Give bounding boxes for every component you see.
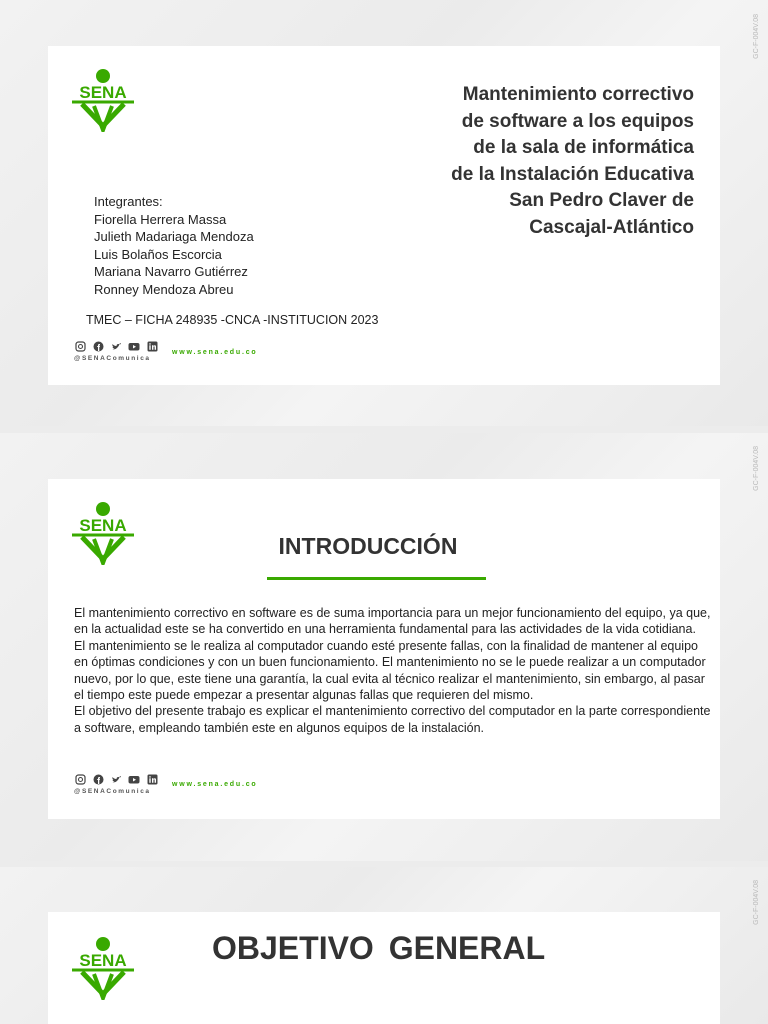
website-link[interactable]: www.sena.edu.co bbox=[172, 781, 258, 788]
social-handle: @SENAComunica bbox=[74, 788, 151, 795]
intro-body bbox=[74, 605, 714, 736]
heading-underline bbox=[267, 577, 486, 580]
ficha-line: TMEC – FICHA 248935 -CNCA -INSTITUCION 2023 bbox=[86, 313, 379, 327]
twitter-icon bbox=[110, 773, 122, 785]
member-name: Luis Bolaños Escorcia bbox=[94, 246, 222, 262]
twitter-icon bbox=[110, 340, 122, 352]
members-list bbox=[94, 193, 254, 299]
instagram-icon bbox=[74, 340, 86, 352]
instagram-icon bbox=[74, 773, 86, 785]
slide-2 bbox=[48, 479, 720, 819]
intro-paragraph: El mantenimiento correctivo en software es de suma importancia para un mejor funcionamiento del equipo, ya que, en la actualidad este se ha convertido en una herramienta fundamental para las actividades de la vida cotidiana. bbox=[74, 606, 711, 637]
section-heading: OBJETIVO GENERAL bbox=[212, 930, 546, 966]
youtube-icon bbox=[128, 340, 140, 352]
member-name: Mariana Navarro Gutiérrez bbox=[94, 264, 248, 280]
facebook-icon bbox=[92, 340, 104, 352]
presentation-title: Mantenimiento correctivo de software a los equipos de la sala de informática de la Instalación Educativa San Pedro Claver de Cascajal-Atlántico bbox=[451, 84, 694, 238]
linkedin-icon bbox=[146, 340, 158, 352]
side-code: GC-F-004V.08 bbox=[753, 14, 760, 59]
logo-text: SENA bbox=[79, 951, 127, 970]
social-footer bbox=[74, 340, 158, 362]
youtube-icon bbox=[128, 773, 140, 785]
member-name: Fiorella Herrera Massa bbox=[94, 211, 227, 227]
social-footer bbox=[74, 773, 158, 795]
side-code: GC-F-004V.08 bbox=[753, 446, 760, 491]
member-name: Julieth Madariaga Mendoza bbox=[94, 229, 254, 245]
member-name: Ronney Mendoza Abreu bbox=[94, 281, 234, 297]
intro-paragraph: El mantenimiento se le realiza al computador cuando esté presente fallas, con la finalidad de mantener al equipo en óptimas condiciones y con un buen funcionamiento. El mantenimiento no se le puede realizar a un computador nuevo, por lo que, este tiene una garantía, la cual evita al técnico realizar el mantenimiento, sin embargo, al pasar el tiempo este puede empezar a presentar algunas fallas que requieren del mismo. bbox=[74, 638, 706, 703]
intro-paragraph: El objetivo del presente trabajo es explicar el mantenimiento correctivo del computador en la parte correspondiente a software, empleando también este en algunos equipos de la instalación. bbox=[74, 704, 711, 735]
section-heading: INTRODUCCIÓN bbox=[278, 533, 458, 559]
sena-logo bbox=[70, 936, 136, 1000]
linkedin-icon bbox=[146, 773, 158, 785]
side-code: GC-F-004V.08 bbox=[753, 880, 760, 925]
logo-text: SENA bbox=[79, 83, 127, 102]
slide-3 bbox=[48, 912, 720, 1024]
slide-1 bbox=[48, 46, 720, 385]
facebook-icon bbox=[92, 773, 104, 785]
members-heading: Integrantes: bbox=[94, 194, 163, 209]
logo-text: SENA bbox=[79, 516, 127, 535]
website-link[interactable]: www.sena.edu.co bbox=[172, 349, 258, 356]
sena-logo bbox=[70, 68, 136, 132]
social-handle: @SENAComunica bbox=[74, 355, 151, 362]
